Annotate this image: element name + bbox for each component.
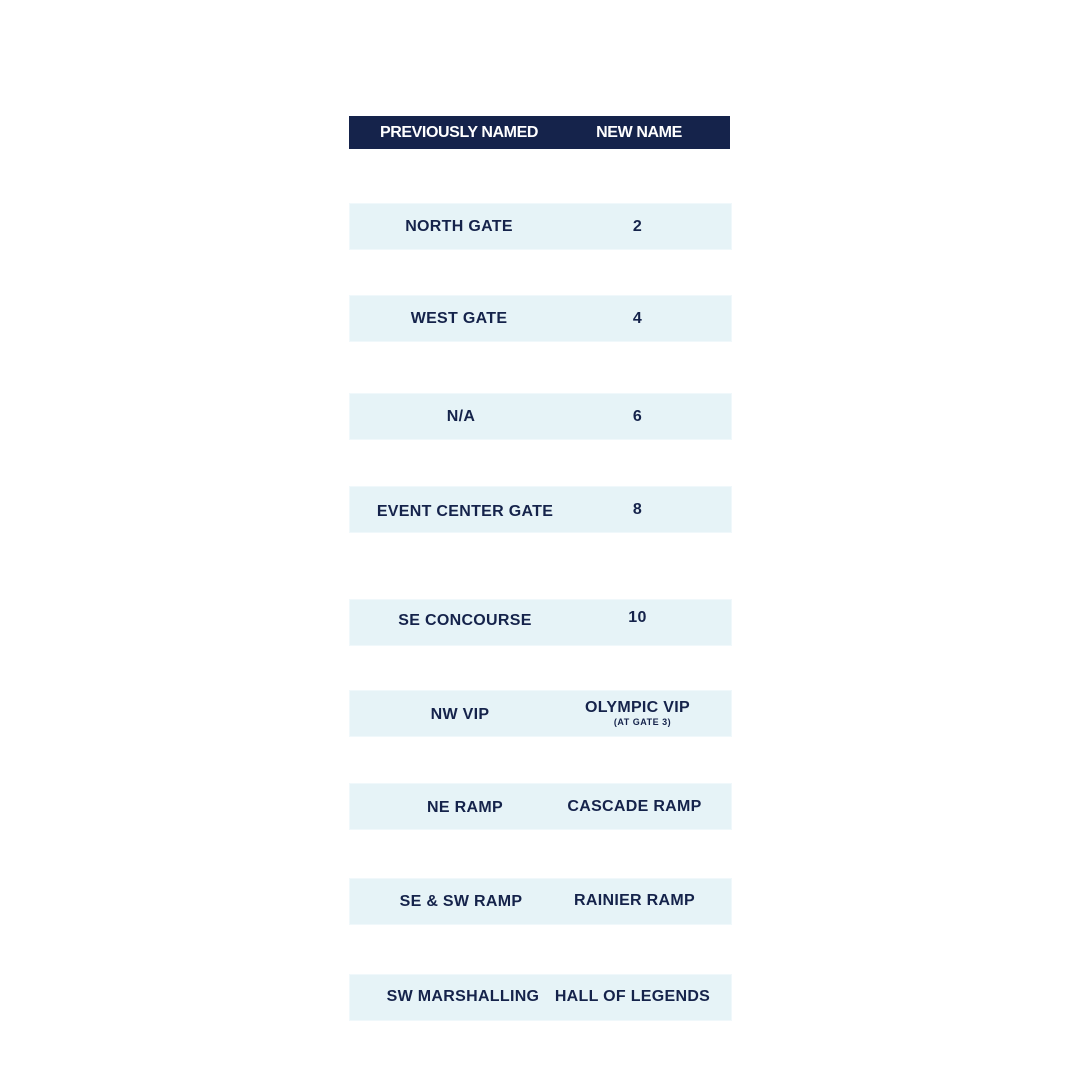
table-row	[350, 296, 731, 341]
table-row	[350, 784, 731, 829]
previous-name-cell: SW MARSHALLING	[386, 988, 540, 1005]
new-name-cell: CASCADE RAMP	[567, 798, 702, 815]
previous-name-cell: NW VIP	[430, 706, 490, 723]
previous-name-cell: SE CONCOURSE	[398, 612, 532, 629]
new-name-main: OLYMPIC VIP	[585, 699, 690, 716]
header-previously-named: PREVIOUSLY NAMED	[379, 124, 539, 141]
table-header	[349, 116, 730, 149]
new-name-cell: RAINIER RAMP	[574, 892, 695, 909]
new-name-cell: 2	[632, 218, 643, 235]
table-row	[350, 394, 731, 439]
new-name-cell: HALL OF LEGENDS	[554, 988, 711, 1005]
table-row	[350, 975, 731, 1020]
header-new-name: NEW NAME	[596, 124, 682, 141]
previous-name-cell: N/A	[446, 408, 476, 425]
new-name-cell: 4	[632, 310, 643, 327]
previous-name-cell: NORTH GATE	[405, 218, 513, 235]
table-row	[350, 487, 731, 532]
table-row	[350, 204, 731, 249]
new-name-cell: 10	[628, 609, 647, 626]
previous-name-cell: NE RAMP	[427, 799, 503, 816]
new-name-cell	[545, 691, 730, 736]
previous-name-cell: EVENT CENTER GATE	[376, 503, 554, 520]
previous-name-cell: WEST GATE	[410, 310, 508, 327]
table-row	[350, 879, 731, 924]
previous-name-cell: SE & SW RAMP	[399, 893, 523, 910]
table-row	[350, 600, 731, 645]
new-name-cell: 8	[632, 501, 643, 518]
new-name-note: (AT GATE 3)	[613, 717, 672, 727]
new-name-cell: 6	[632, 408, 643, 425]
table-row	[350, 691, 731, 736]
